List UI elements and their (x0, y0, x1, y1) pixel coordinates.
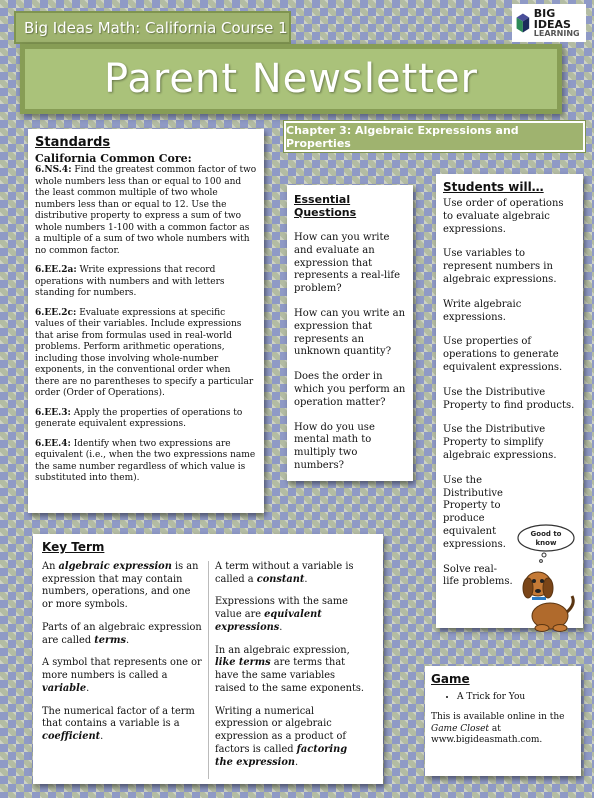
definition-item: A symbol that represents one or more numbers is called a variable. (42, 657, 202, 694)
objective-item: Solve real-life problems. (443, 563, 513, 588)
standards-subheading: California Common Core: (35, 152, 192, 165)
course-tab (14, 11, 291, 44)
objective-item: Use variables to represent numbers in algebraic expressions. (443, 248, 557, 285)
key-term-column-left (42, 561, 208, 779)
objective-item: Use the Distributive Property to produce equivalent expressions. (443, 474, 506, 550)
definition-item: In an algebraic expression, like terms are terms that have the same variables raised to the same exponents. (215, 644, 365, 694)
cube-logo-icon (515, 9, 531, 37)
objective-item: Write algebraic expressions. (443, 298, 522, 323)
standard-item: 6.NS.4: Find the greatest common factor of two whole numbers less than or equal to 100 and the least common multiple of two whole numbers less than or equal to 12. Use the distributive property to express a sum of two whole numbers 1-100 with a common factor as a multiple of a sum of two whole numbers with no common factor. (35, 165, 257, 256)
speech-bubble-text: Good to (530, 530, 562, 538)
standards-panel (28, 129, 264, 513)
question-item: Does the order in which you perform an operation matter? (294, 371, 406, 408)
dog-mascot-icon (514, 524, 578, 636)
big-ideas-logo (512, 4, 586, 42)
standard-item: 6.EE.2a: Write expressions that record operations with numbers and with letters standing for numbers. (35, 265, 225, 299)
students-will-heading: Students will… (443, 180, 544, 194)
essential-questions-heading: Essential Questions (294, 193, 357, 219)
objective-item: Use the Distributive Property to simplify algebraic expressions. (443, 424, 557, 461)
course-title: Big Ideas Math: California Course 1 (24, 18, 288, 37)
game-item: • A Trick for You (457, 692, 575, 702)
game-panel (425, 666, 581, 776)
question-item: How can you write an expression that represents an unknown quantity? (294, 307, 406, 358)
standard-item: 6.EE.2c: Evaluate expressions at specific values of their variables. Include expressions that arise from formulas used in real-world problems. Perform arithmetic operations, including those involving whole-number exponents, in the conventional order when there are no parentheses to specify a particular order (Order of Operations). (35, 307, 254, 399)
question-item: How do you use mental math to multiply two numbers? (294, 421, 375, 471)
svg-text:know: know (535, 539, 557, 547)
definition-item: Writing a numerical expression or algebraic expression as a product of factors is called factoring the expression. (215, 705, 348, 768)
key-term-panel (33, 534, 383, 784)
page-title: Parent Newsletter (104, 56, 478, 102)
game-heading: Game (431, 672, 470, 686)
definition-item: The numerical factor of a term that contains a variable is a coefficient. (42, 705, 195, 743)
logo-line1: BIG IDEAS (533, 7, 571, 31)
game-note: This is available online in the Game Closet at www.bigideasmath.com. (431, 712, 565, 746)
essential-questions-panel (287, 185, 413, 481)
key-term-heading: Key Term (42, 540, 105, 554)
definition-item: A term without a variable is called a constant. (215, 561, 354, 585)
standard-item: 6.EE.4: Identify when two expressions are equivalent (i.e., when the two expressions name the same number regardless of which value is substituted into them). (35, 438, 256, 484)
question-item: How can you write and evaluate an expression that represents a real-life problem? (294, 232, 401, 295)
objective-item: Use order of operations to evaluate algebraic expressions. (443, 198, 564, 235)
standards-heading: Standards (35, 135, 111, 150)
standard-item: 6.EE.3: Apply the properties of operations to generate equivalent expressions. (35, 407, 243, 430)
definition-item: An algebraic expression is an expression that may contain numbers, operations, and one or more symbols. (42, 561, 199, 611)
key-term-column-right (208, 561, 374, 779)
objective-item: Use properties of operations to generate equivalent expressions. (443, 336, 563, 373)
definition-item: Expressions with the same value are equivalent expressions. (215, 596, 348, 633)
title-banner (20, 44, 562, 114)
definition-item: Parts of an algebraic expression are called terms. (42, 621, 202, 646)
logo-line2: LEARNING (533, 29, 580, 38)
objective-item: Use the Distributive Property to find products. (443, 386, 575, 411)
chapter-tab (284, 121, 585, 152)
chapter-title: Chapter 3: Algebraic Expressions and Properties (286, 123, 519, 150)
